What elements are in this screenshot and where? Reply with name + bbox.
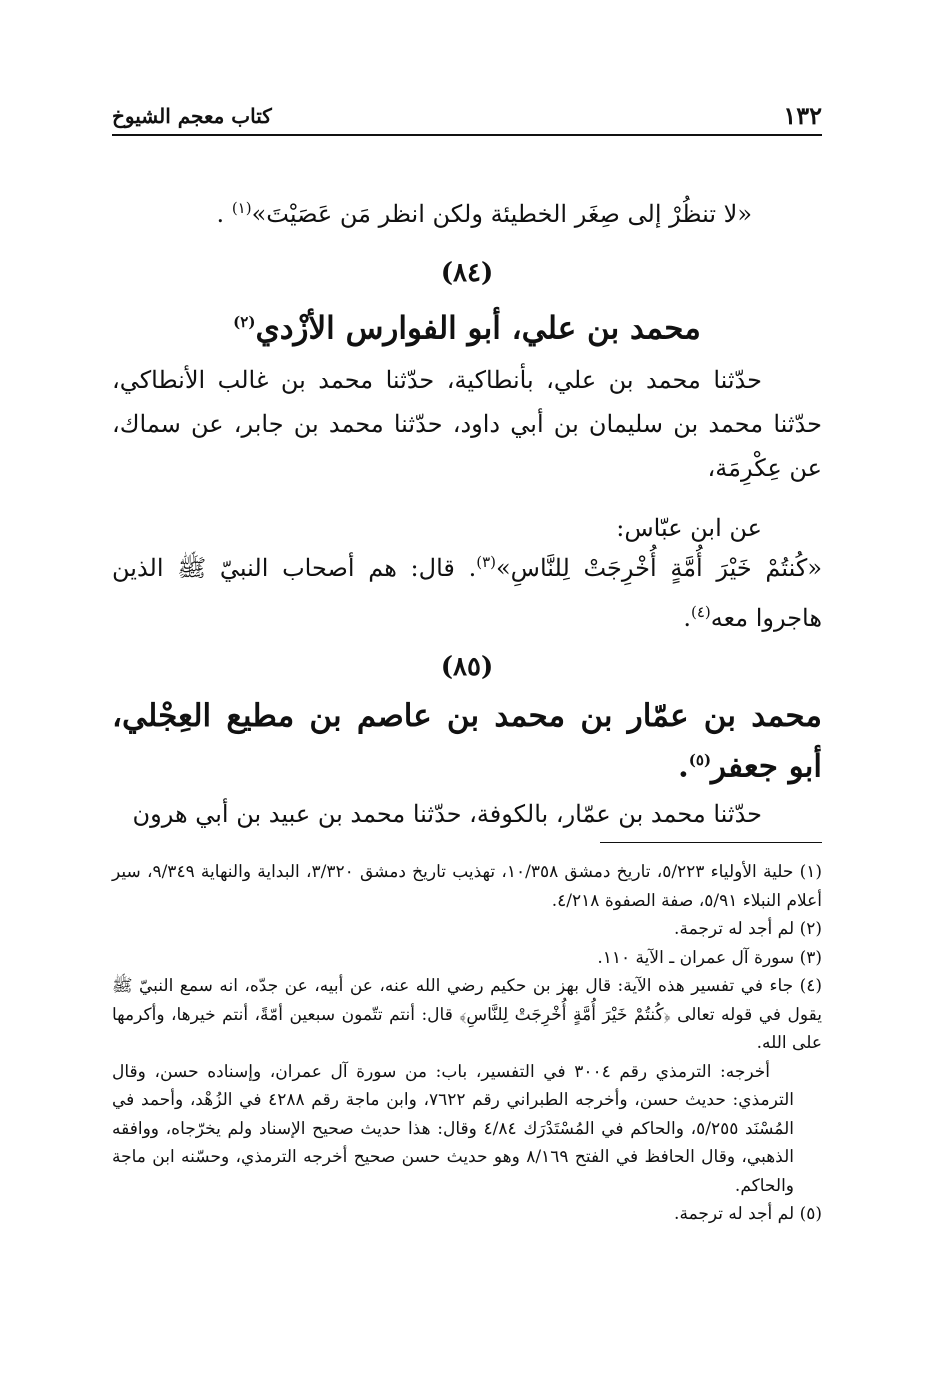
footnote-ref: (٢) [233,313,256,331]
isnad-paragraph: حدّثنا محمد بن عمّار، بالكوفة، حدّثنا محمد بن عبيد بن أبي هرون [132,800,762,828]
narrator-line: عن ابن عبّاس: [616,514,762,542]
footnote-5: (٥) لم أجد له ترجمة. [674,1204,822,1224]
footnote-1: (١) حلية الأولياء ٥/٢٢٣، تاريخ دمشق ١٠/٣٥٨، تهذيب تاريخ دمشق ٣/٣٢٠، البداية والنهاية ٩/٣٤٩، سير أعلام النبلاء ٥/٩١، صفة الصفوة ٤/٢١٨. [112,862,822,911]
isnad-paragraph: حدّثنا محمد بن علي، بأنطاكية، حدّثنا محمد بن غالب الأنطاكي، حدّثنا محمد بن سليمان بن أبي داود، حدّثنا محمد بن جابر، عن سماك، عن عِكْرِمَة، [112,366,822,482]
running-title: كتاب معجم الشيوخ [112,104,272,128]
closing-quote: «لا تنظُرْ إلى صِغَر الخطيئة ولكن انظر مَن عَصَيْتَ»$^{(١)}$ . [216,199,752,228]
verse-text: «كُنتُمْ خَيْرَ أُمَّةٍ أُخْرِجَتْ لِلنَّاسِ» [495,554,822,582]
footnote-4-continuation: أخرجه: الترمذي رقم ٣٠٠٤ في التفسير، باب: من سورة آل عمران، وإسناده حسن، وقال الترمذي: حديث حسن، وأخرجه الطبراني رقم ٧٦٢٢، وابن ماجة رقم ٤٢٨٨ في الزُهْد، وأحمد في المُسْنَد ٥/٢٥٥، والحاكم في المُسْتَدْرَك ٤/٨٤ وقال: هذا حديث صحيح الإسناد ولم يخرّجاه، ووافقه الذهبي، وقال الحافظ في الفتح ٨/١٦٩ وهو حديث حسن صحيح أخرجه الترمذي، وحسّنه ابن ماجة والحاكم. [112,1061,795,1196]
matn-text: . قال: هم أصحاب النبيّ ﷺ الذين هاجروا معه [112,554,822,632]
footnote-4: (٤) جاء في تفسير هذه الآية: قال بهز بن حكيم رضي الله عنه، عن أبيه، عن جدّه، انه سمع النبيّ ﷺ يقول في قوله تعالى ﴿كُنتُمْ خَيْرَ أُمَّةٍ أُخْرِجَتْ لِلنَّاسِ﴾ قال: أنتم تتّمون سبعين أمّةً، أنتم خيرها، وأكرمها على الله. [112,976,822,1053]
footnote-3: (٣) سورة آل عمران ـ الآية ١١٠. [597,947,822,968]
page-header [112,92,822,136]
entry-title-text: محمد بن علي، أبو الفوارس الأزْدي [255,310,701,347]
entry-title: محمد بن عمّار بن محمد بن عاصم بن مطيع العِجْلي، أبو جعفر$^{(٥)}$. [112,698,822,785]
entry-number: (٨٤) [440,258,494,288]
footnote-ref: (٣) [476,553,496,571]
page-number: ١٣٢ [783,101,822,130]
entry-number: (٨٥) [440,652,494,682]
footnote-ref: (١) [231,199,252,217]
footnote-2: (٢) لم أجد له ترجمة. [674,919,822,939]
footnote-separator [600,842,822,843]
footnotes [112,858,822,1229]
hadith-text: «كُنتُمْ خَيْرَ أُمَّةٍ أُخْرِجَتْ لِلنَّاسِ»$^{(٣)}$. قال: هم أصحاب النبيّ ﷺ الذين هاجروا معه$^{(٤)}$. [112,553,822,632]
footnote-ref: (٤) [690,603,711,621]
footnote-ref: (٥) [688,751,712,769]
entry-title [112,300,822,350]
quote-text: «لا تنظُرْ إلى صِغَر الخطيئة ولكن انظر مَن عَصَيْتَ» [251,200,752,228]
entry-title-text: محمد بن عمّار بن محمد بن عاصم بن مطيع العِجْلي، أبو جعفر [112,698,822,785]
